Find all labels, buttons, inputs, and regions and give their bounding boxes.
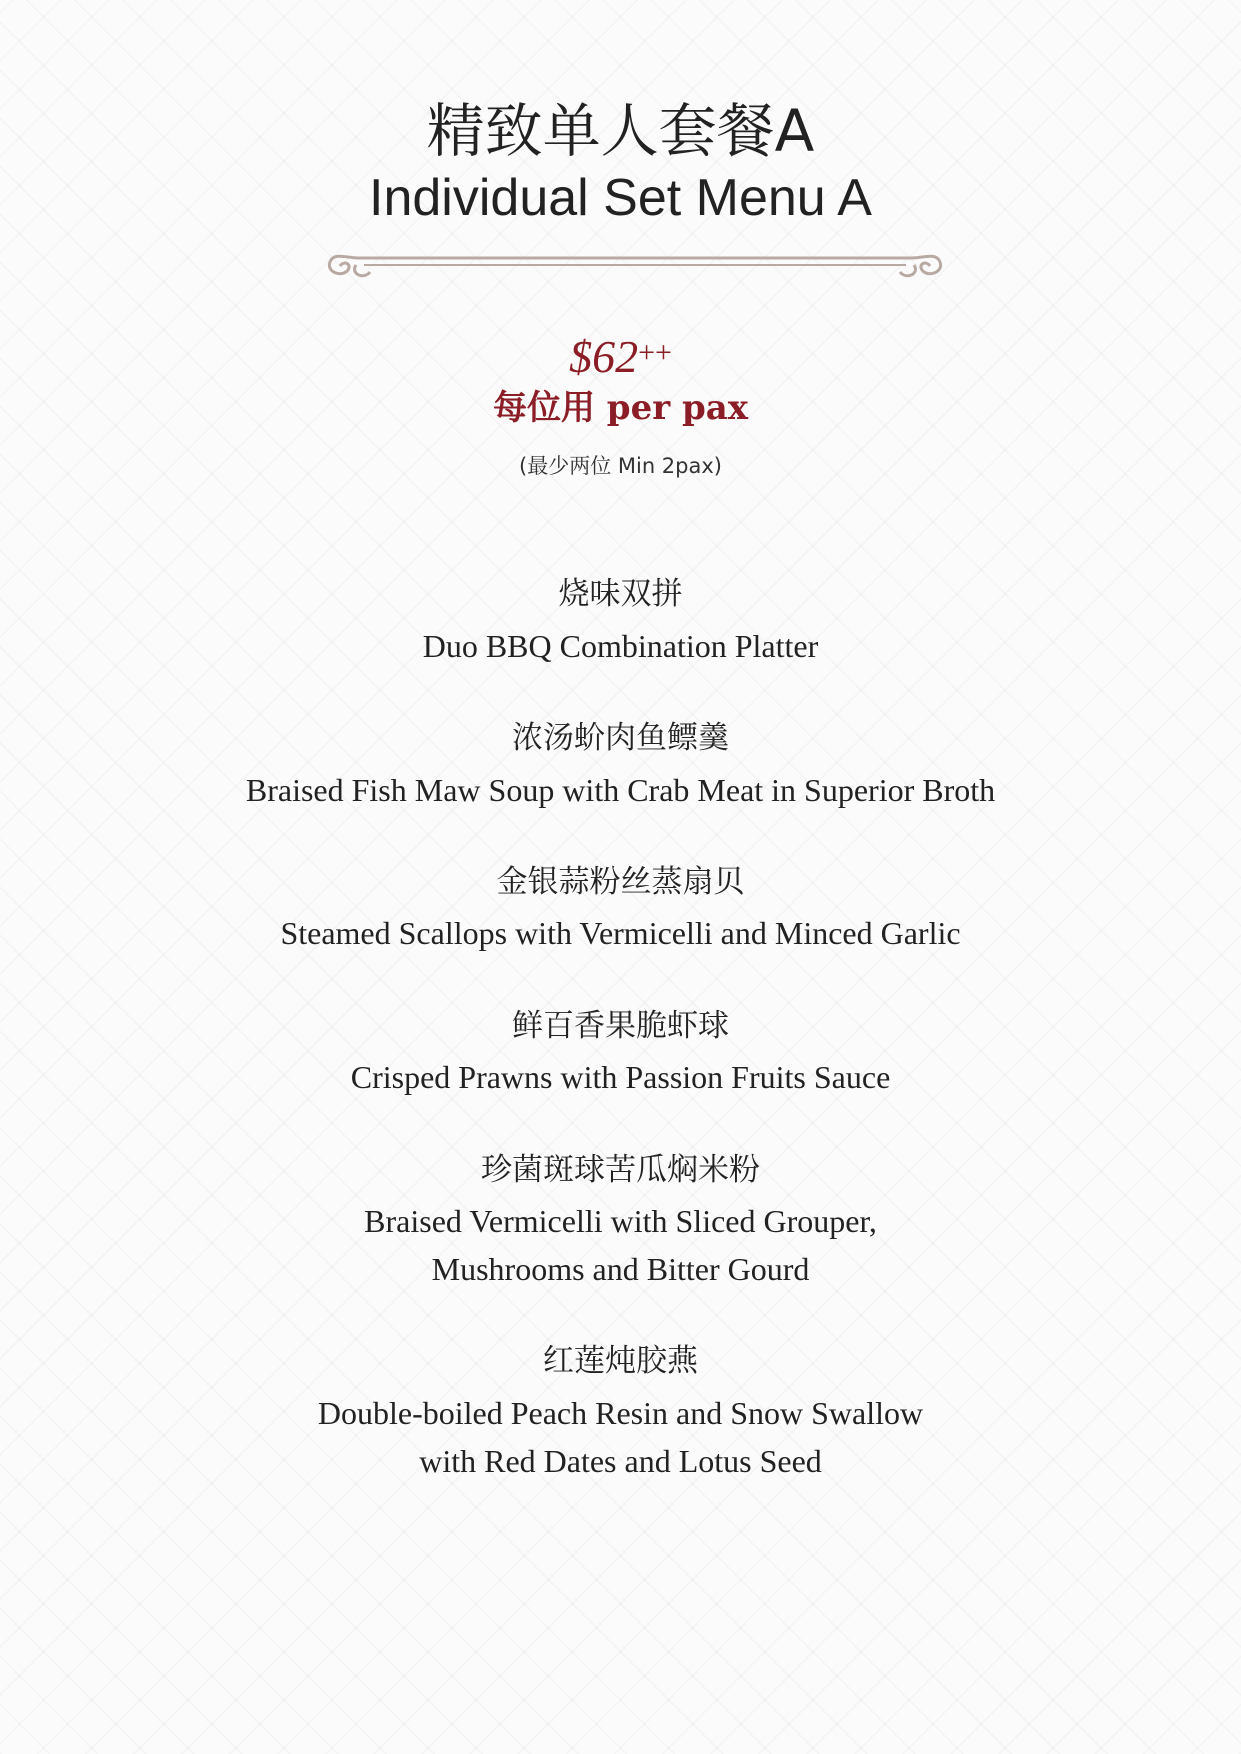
dish-5-chinese: 珍菌斑球苦瓜焖米粉 <box>481 1152 760 1188</box>
dish-6-chinese: 红莲炖胶燕 <box>543 1343 698 1379</box>
dish-6-english-line-2: with Red Dates and Lotus Seed <box>419 1443 822 1479</box>
per-pax-label: 每位用 per pax <box>492 388 749 428</box>
dish-3-english: Steamed Scallops with Vermicelli and Minced Garlic <box>280 915 961 951</box>
price-amount: $62 <box>569 331 639 382</box>
ornamental-divider <box>320 240 950 284</box>
dish-2-chinese: 浓汤蚧肉鱼鳔羹 <box>512 720 729 756</box>
dish-2-english: Braised Fish Maw Soup with Crab Meat in Superior Broth <box>245 772 996 808</box>
menu-title-chinese: 精致单人套餐A <box>426 97 815 165</box>
dish-4-chinese: 鲜百香果脆虾球 <box>512 1008 729 1044</box>
set-price <box>0 326 1241 384</box>
dish-3-chinese: 金银蒜粉丝蒸扇贝 <box>496 864 745 900</box>
dish-1-english: Duo BBQ Combination Platter <box>422 628 819 664</box>
dish-6-english-line-1: Double-boiled Peach Resin and Snow Swallow <box>317 1395 924 1431</box>
price-suffix: ++ <box>638 336 672 369</box>
dish-1-chinese: 烧味双拼 <box>558 576 683 612</box>
dish-5-english-line-2: Mushrooms and Bitter Gourd <box>431 1251 810 1287</box>
dish-5-english-line-1: Braised Vermicelli with Sliced Grouper, <box>364 1203 877 1239</box>
dish-4-english: Crisped Prawns with Passion Fruits Sauce <box>350 1059 891 1095</box>
menu-title-english: Individual Set Menu A <box>369 169 872 227</box>
minimum-pax-note: (最少两位 Min 2pax) <box>519 454 722 478</box>
